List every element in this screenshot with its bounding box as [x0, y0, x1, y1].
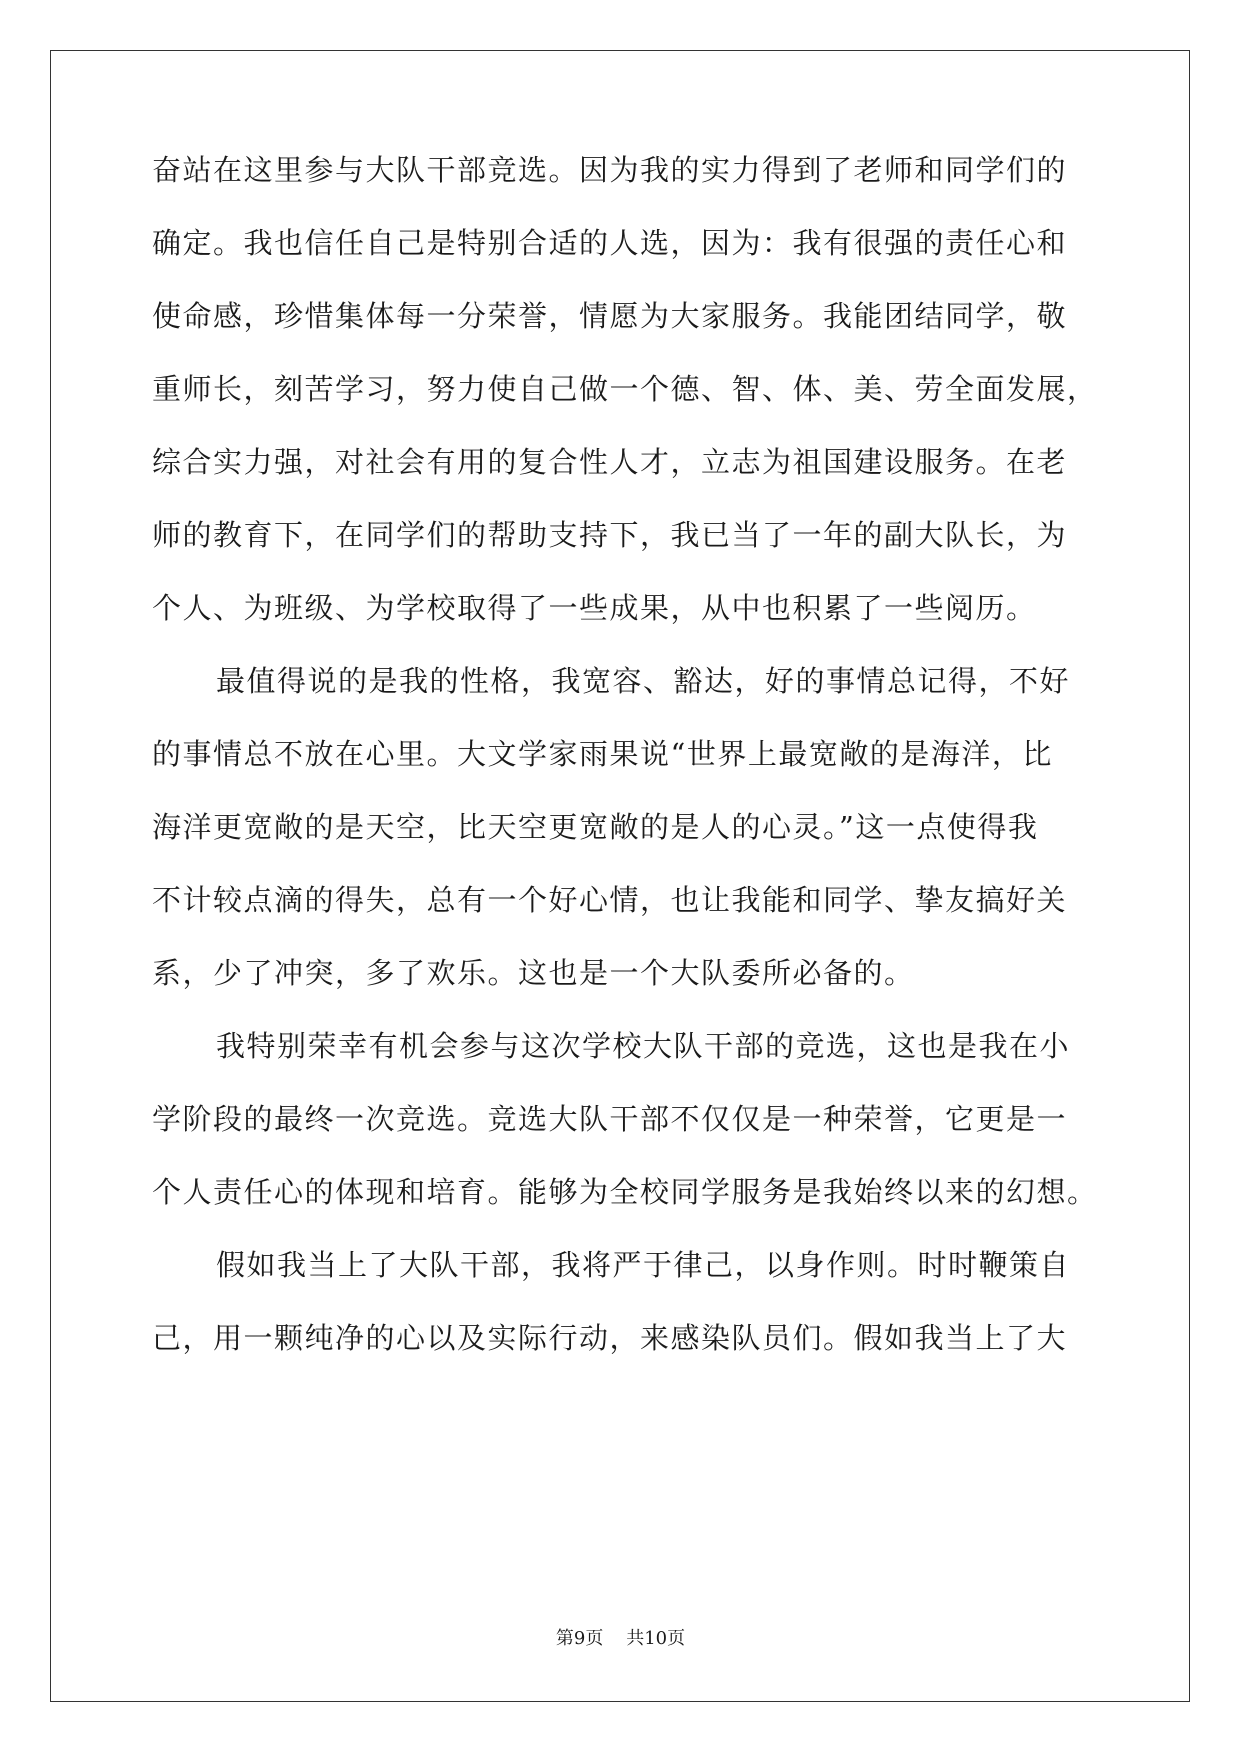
- paragraph-first-line: 最值得说的是我的性格，我宽容、豁达，好的事情总记得，不好: [216, 664, 1071, 698]
- page-footer: [0, 1627, 1241, 1651]
- text-line: 重师长，刻苦学习，努力使自己做一个德、智、体、美、劳全面发展，: [152, 372, 1098, 406]
- text-line: 确定。我也信任自己是特别合适的人选，因为：我有很强的责任心和: [152, 226, 1068, 260]
- text-line: 海洋更宽敞的是天空，比天空更宽敞的是人的心灵。”这一点使得我: [152, 810, 1039, 844]
- text-line: 使命感，珍惜集体每一分荣誉，情愿为大家服务。我能团结同学，敬: [152, 299, 1068, 333]
- text-line: 个人、为班级、为学校取得了一些成果，从中也积累了一些阅历。: [152, 591, 1037, 625]
- text-line: 奋站在这里参与大队干部竞选。因为我的实力得到了老师和同学们的: [152, 153, 1068, 187]
- text-line: 个人责任心的体现和培育。能够为全校同学服务是我始终以来的幻想。: [152, 1175, 1098, 1209]
- text-line: 师的教育下，在同学们的帮助支持下，我已当了一年的副大队长，为: [152, 518, 1068, 552]
- text-line: 综合实力强，对社会有用的复合性人才，立志为祖国建设服务。在老: [152, 445, 1068, 479]
- text-line: 的事情总不放在心里。大文学家雨果说“世界上最宽敞的是海洋，比: [152, 737, 1053, 771]
- paragraph-first-line: 我特别荣幸有机会参与这次学校大队干部的竞选，这也是我在小: [216, 1029, 1071, 1063]
- page-number: 第9页: [555, 1628, 604, 1649]
- text-line: 己，用一颗纯净的心以及实际行动，来感染队员们。假如我当上了大: [152, 1321, 1068, 1355]
- page-total: 共10页: [626, 1628, 686, 1649]
- text-line: 系，少了冲突，多了欢乐。这也是一个大队委所必备的。: [152, 956, 915, 990]
- text-line: 不计较点滴的得失，总有一个好心情，也让我能和同学、挚友搞好关: [152, 883, 1068, 917]
- text-line: 学阶段的最终一次竞选。竞选大队干部不仅仅是一种荣誉，它更是一: [152, 1102, 1068, 1136]
- paragraph-first-line: 假如我当上了大队干部，我将严于律己，以身作则。时时鞭策自: [216, 1248, 1071, 1282]
